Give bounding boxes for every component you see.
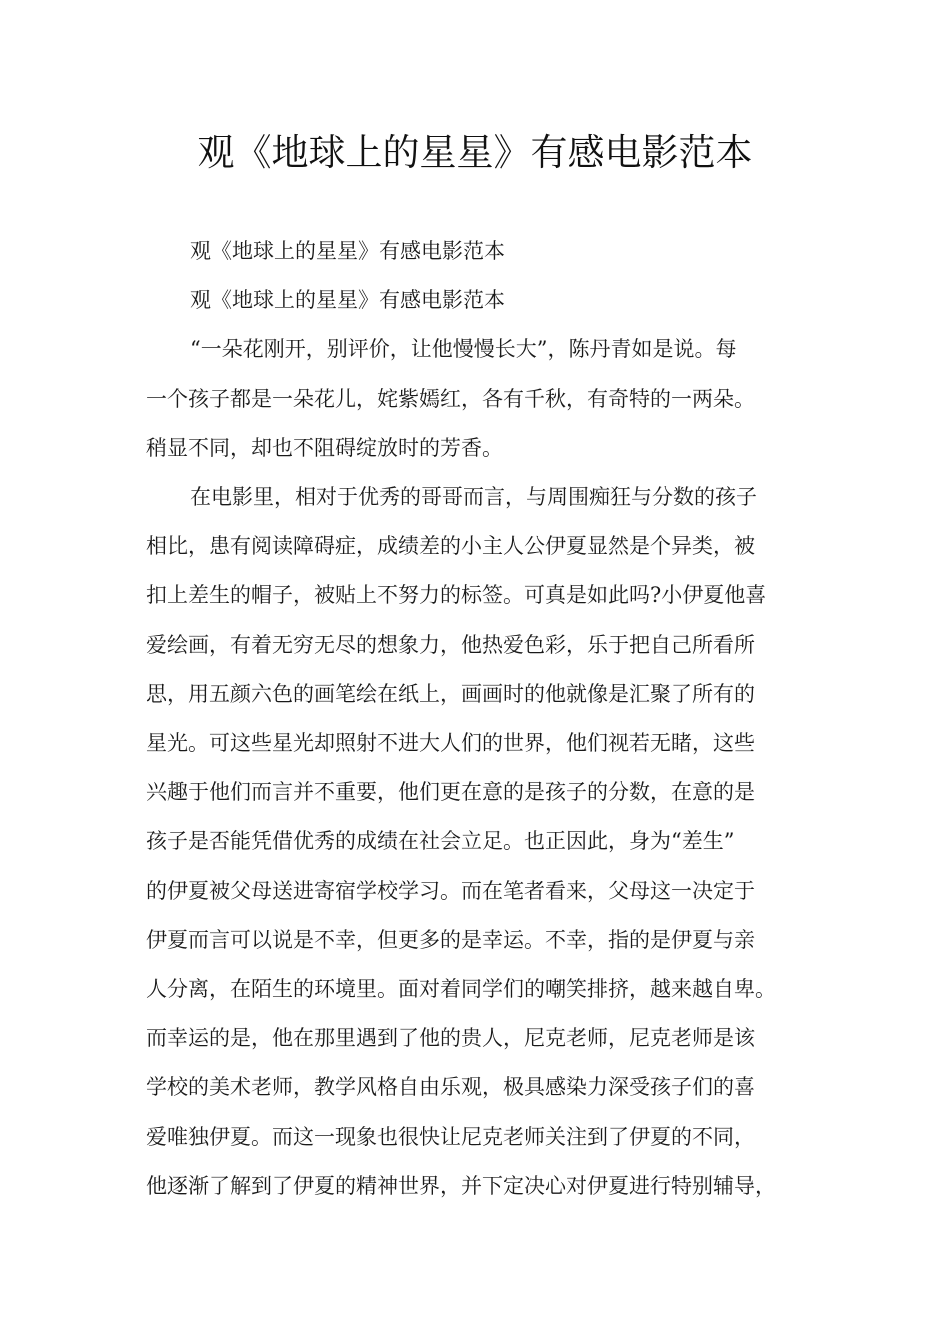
body-text-line: 的伊夏被父母送进寄宿学校学习。而在笔者看来，父母这一决定于	[146, 878, 755, 903]
body-text-line: 观《地球上的星星》有感电影范本	[190, 239, 505, 263]
body-text-line: 一个孩子都是一朵花儿，姹紫嫣红，各有千秋，有奇特的一两朵。	[146, 386, 755, 411]
body-text-line: 星光。可这些星光却照射不进大人们的世界，他们视若无睹，这些	[146, 731, 755, 756]
body-text-line: 相比，患有阅读障碍症，成绩差的小主人公伊夏显然是个异类，被	[146, 534, 755, 559]
body-text-line: 观《地球上的星星》有感电影范本	[190, 288, 505, 313]
document-title: 观《地球上的星星》有感电影范本	[197, 131, 753, 174]
body-text-line: 爱绘画，有着无穷无尽的想象力，他热爱色彩，乐于把自己所看所	[146, 632, 755, 657]
body-text-line: 他逐渐了解到了伊夏的精神世界，并下定决心对伊夏进行特别辅导，	[146, 1173, 776, 1198]
body-text-line: 人分离，在陌生的环境里。面对着同学们的嘲笑排挤，越来越自卑。	[146, 977, 776, 1002]
body-text-line: 思，用五颜六色的画笔绘在纸上，画画时的他就像是汇聚了所有的	[146, 681, 755, 706]
body-text-line: 兴趣于他们而言并不重要，他们更在意的是孩子的分数，在意的是	[146, 780, 755, 805]
body-text-line: 扣上差生的帽子，被贴上不努力的标签。可真是如此吗?小伊夏他喜	[146, 583, 767, 608]
body-text-line: 孩子是否能凭借优秀的成绩在社会立足。也正因此，身为“差生”	[146, 829, 735, 854]
body-text-line: “一朵花刚开，别评价，让他慢慢长大”，陈丹青如是说。每	[190, 337, 737, 362]
body-text-line: 稍显不同，却也不阻碍绽放时的芳香。	[146, 435, 503, 460]
body-text-line: 在电影里，相对于优秀的哥哥而言，与周围痴狂与分数的孩子	[190, 485, 757, 510]
body-text-line: 伊夏而言可以说是不幸，但更多的是幸运。不幸，指的是伊夏与亲	[146, 927, 755, 952]
body-text-line: 学校的美术老师，教学风格自由乐观，极具感染力深受孩子们的喜	[146, 1075, 755, 1100]
body-text-line: 而幸运的是，他在那里遇到了他的贵人，尼克老师，尼克老师是该	[146, 1026, 755, 1051]
document-body	[146, 227, 810, 1211]
body-text-line: 爱唯独伊夏。而这一现象也很快让尼克老师关注到了伊夏的不同，	[146, 1124, 755, 1149]
